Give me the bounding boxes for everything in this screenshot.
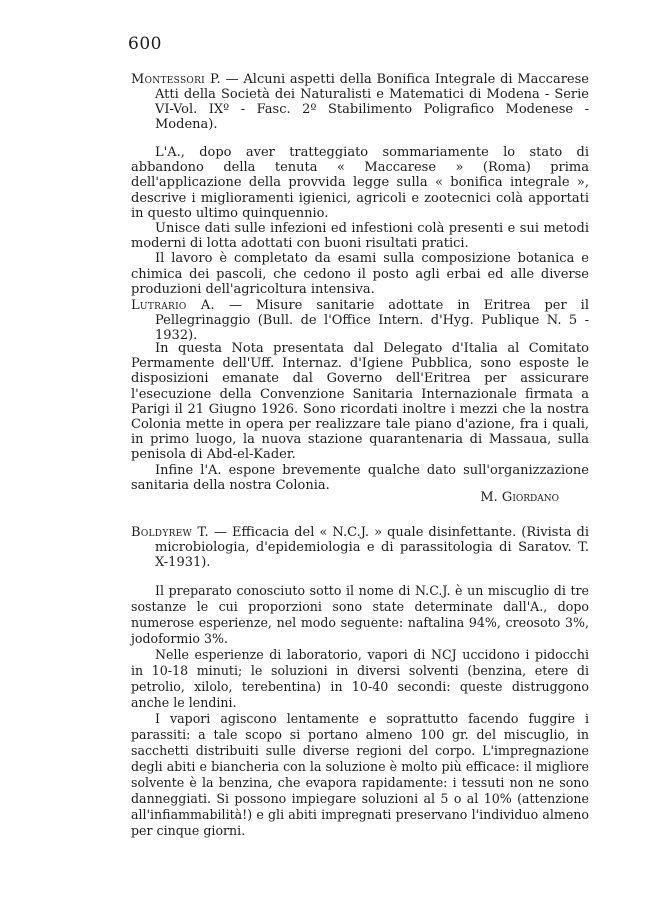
entry-title: — Efficacia del « N.C.J. » quale disinfettante. (Rivista di microbiologia, d'epidemiologia e di parassitologia di Saratov. T. X-1931). — [155, 525, 589, 570]
entry-title: — Misure sanitarie adottate in Eritrea per il Pellegrinaggio (Bull. de l'Office Intern. d'Hyg. Publique N. 5 - 1932). — [155, 298, 589, 343]
paragraph: Il preparato conosciuto sotto il nome di N.C.J. è un miscuglio di tre sostanze le cui proporzioni sono state determinate dall'A., dopo numerose esperienze, nel modo seguente: naftalina 94%, creosoto 3%, jodoformio 3%. — [131, 583, 589, 646]
abstract-entry-montessori — [131, 72, 589, 132]
entry-author: Boldyrew T. — [131, 525, 209, 540]
abstract-entry-boldyrew — [131, 525, 589, 570]
entry-citation — [131, 298, 589, 343]
paragraph: In questa Nota presentata dal Delegato d'Italia al Comitato Permamente dell'Uff. Internaz. d'Igiene Pubblica, sono esposte le disposizioni emanate dal Governo dell'Eritrea per assicurare l'esecuzione della Convenzione Sanitaria Internazionale firmata a Parigi il 21 Giugno 1926. Sono ricordati inoltre i mezzi che la nostra Colonia mette in opera per realizzare tale piano d'azione, fra i quali, in primo luogo, la nuova stazione quarantenaria di Massaua, sulla penisola di Abd-el-Kader. — [131, 341, 589, 463]
paragraph: I vapori agiscono lentamente e soprattutto facendo fuggire i parassiti: a tale scopo si portano almeno 100 gr. del miscuglio, in sacchetti distribuiti sulle diverse regioni del corpo. L'impregnazione degli abiti e biancheria con la soluzione è molto più efficace: il migliore solvente è la benzina, che evapora rapidamente: i tessuti non ne sono danneggiati. Si possono impiegare soluzioni al 5 o al 10% (attenzione all'infiammabilità!) e gli abiti impregnati preservano l'individuo almeno per cinque giorni. — [131, 711, 589, 838]
entry-citation — [131, 72, 589, 132]
entry-author: Montessori P. — [131, 72, 221, 87]
abstract-body-montessori — [131, 145, 589, 297]
paragraph: Il lavoro è completato da esami sulla composizione botanica e chimica dei pascoli, che cedono il posto agli erbai ed alle diverse produzioni dell'agricoltura intensiva. — [131, 251, 589, 297]
paragraph: Unisce dati sulle infezioni ed infestioni colà presenti e sui metodi moderni di lotta adottati con buoni risultati pratici. — [131, 221, 589, 252]
paragraph: Nelle esperienze di laboratorio, vapori di NCJ uccidono i pidocchi in 10-18 minuti; le soluzioni in diversi solventi (benzina, etere di petrolio, xilolo, terebentina) in 10-40 secondi: queste distruggono anche le lendini. — [131, 647, 589, 710]
entry-citation — [131, 525, 589, 570]
page-number: 600 — [128, 34, 162, 54]
abstract-body-lutrario — [131, 341, 589, 493]
paragraph: Infine l'A. espone brevemente qualche dato sull'organizzazione sanitaria della nostra Colonia. — [131, 462, 589, 493]
paragraph: L'A., dopo aver tratteggiato sommariamente lo stato di abbandono della tenuta « Maccarese » (Roma) prima dell'applicazione della provvida legge sulla « bonifica integrale », descrive i miglioramenti igienici, agricoli e zootecnici colà apportati in questo ultimo quinquennio. — [131, 145, 589, 221]
entry-title: — Alcuni aspetti della Bonifica Integrale di Maccarese Atti della Società dei Naturalisti e Matematici di Modena - Serie VI-Vol. IXº - Fasc. 2º Stabilimento Poligrafico Modenese - Modena). — [155, 72, 589, 132]
author-signature: M. Giordano — [480, 490, 559, 505]
signature-block — [131, 490, 589, 505]
entry-author: Lutrario A. — [131, 298, 215, 313]
abstract-entry-lutrario — [131, 298, 589, 343]
abstract-body-boldyrew — [131, 583, 589, 839]
